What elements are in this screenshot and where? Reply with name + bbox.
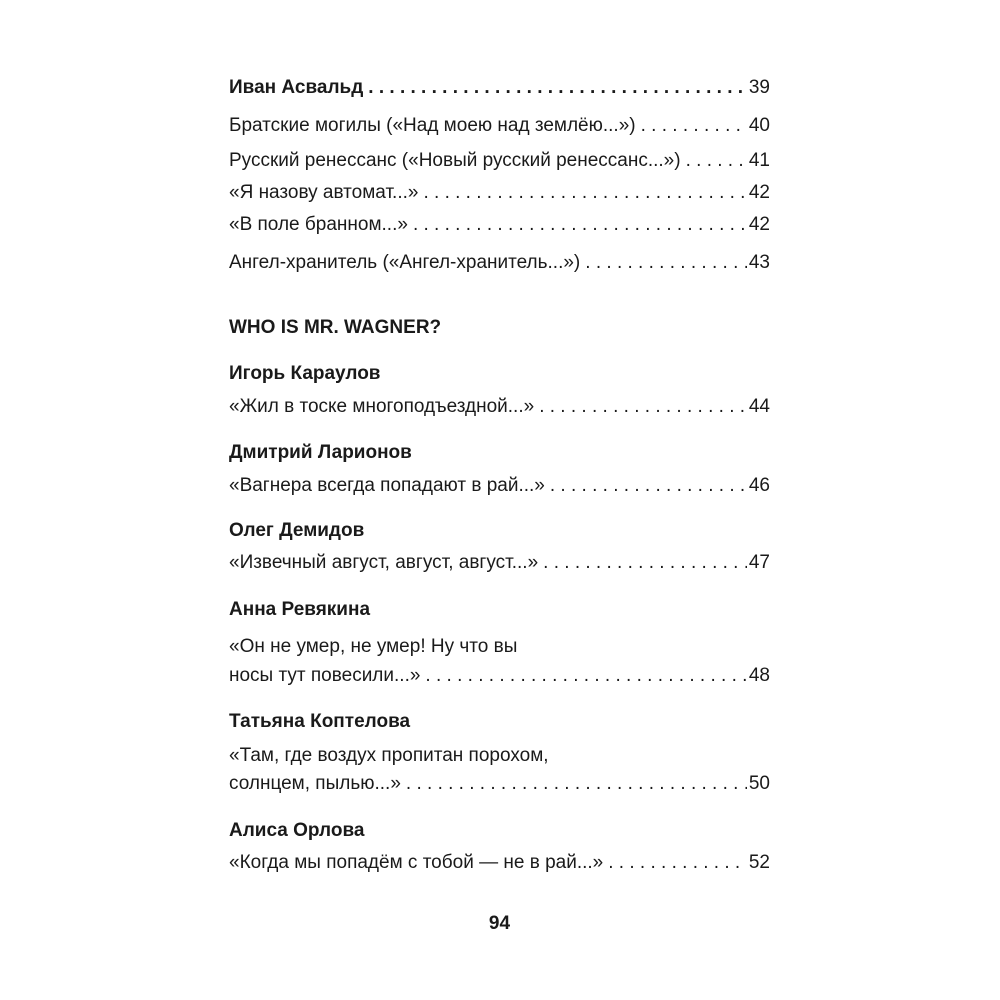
toc-page — [229, 0, 770, 1000]
page-ref: 48 — [748, 665, 770, 686]
poem-title: солнцем, пылью...» — [229, 773, 401, 794]
leader-dots — [543, 551, 747, 575]
page-ref: 39 — [748, 77, 770, 98]
page-ref: 46 — [748, 475, 770, 496]
poem-title: Русский ренессанс («Новый русский ренессанс...») — [229, 150, 681, 171]
leader-dots — [423, 181, 746, 205]
poem-title: Братские могилы («Над моею над землёю...») — [229, 115, 636, 136]
leader-dots — [539, 395, 747, 419]
toc-entry[interactable] — [229, 395, 770, 419]
author-name: Татьяна Коптелова — [229, 711, 411, 732]
page-ref: 42 — [748, 214, 770, 235]
poem-title: «Вагнера всегда попадают в рай...» — [229, 475, 545, 496]
author-name: Иван Асвальд — [229, 77, 364, 98]
leader-dots — [641, 114, 747, 138]
leader-dots — [406, 772, 747, 796]
leader-dots — [608, 851, 747, 875]
poem-title: «Когда мы попадём с тобой — не в рай...» — [229, 852, 604, 873]
toc-entry[interactable] — [229, 851, 770, 875]
author-name: Дмитрий Ларионов — [229, 442, 412, 463]
author-name: Олег Демидов — [229, 520, 365, 541]
toc-entry[interactable] — [229, 772, 770, 796]
toc-entry[interactable] — [229, 181, 770, 205]
toc-entry-asvald[interactable] — [229, 76, 770, 100]
leader-dots — [413, 213, 747, 237]
toc-entry[interactable] — [229, 213, 770, 237]
leader-dots — [585, 251, 747, 275]
page-ref: 42 — [748, 182, 770, 203]
page-ref: 41 — [748, 150, 770, 171]
poem-title: «В поле бранном...» — [229, 214, 408, 235]
toc-entry[interactable] — [229, 251, 770, 275]
poem-title: Ангел-хранитель («Ангел-хранитель...») — [229, 252, 581, 273]
page-number: 94 — [488, 913, 511, 934]
toc-entry[interactable] — [229, 474, 770, 498]
section-heading: WHO IS MR. WAGNER? — [229, 317, 442, 338]
poem-title-line: «Он не умер, не умер! Ну что вы — [229, 636, 518, 657]
author-name: Алиса Орлова — [229, 820, 365, 841]
leader-dots — [550, 474, 747, 498]
page-ref: 52 — [748, 852, 770, 873]
leader-dots — [425, 664, 746, 688]
poem-title-line: «Там, где воздух пропитан порохом, — [229, 745, 549, 766]
poem-title: «Жил в тоске многоподъездной...» — [229, 396, 535, 417]
leader-dots — [368, 76, 747, 100]
toc-entry[interactable] — [229, 551, 770, 575]
page-ref: 47 — [748, 552, 770, 573]
page-ref: 44 — [748, 396, 770, 417]
poem-title: «Я назову автомат...» — [229, 182, 419, 203]
page-ref: 40 — [748, 115, 770, 136]
page-ref: 43 — [748, 252, 770, 273]
page-ref: 50 — [748, 773, 770, 794]
leader-dots — [686, 149, 747, 173]
toc-entry[interactable] — [229, 114, 770, 138]
toc-entry[interactable] — [229, 149, 770, 173]
poem-title: «Извечный август, август, август...» — [229, 552, 539, 573]
toc-entry[interactable] — [229, 664, 770, 688]
author-name: Анна Ревякина — [229, 599, 371, 620]
poem-title: носы тут повесили...» — [229, 665, 421, 686]
author-name: Игорь Караулов — [229, 363, 381, 384]
